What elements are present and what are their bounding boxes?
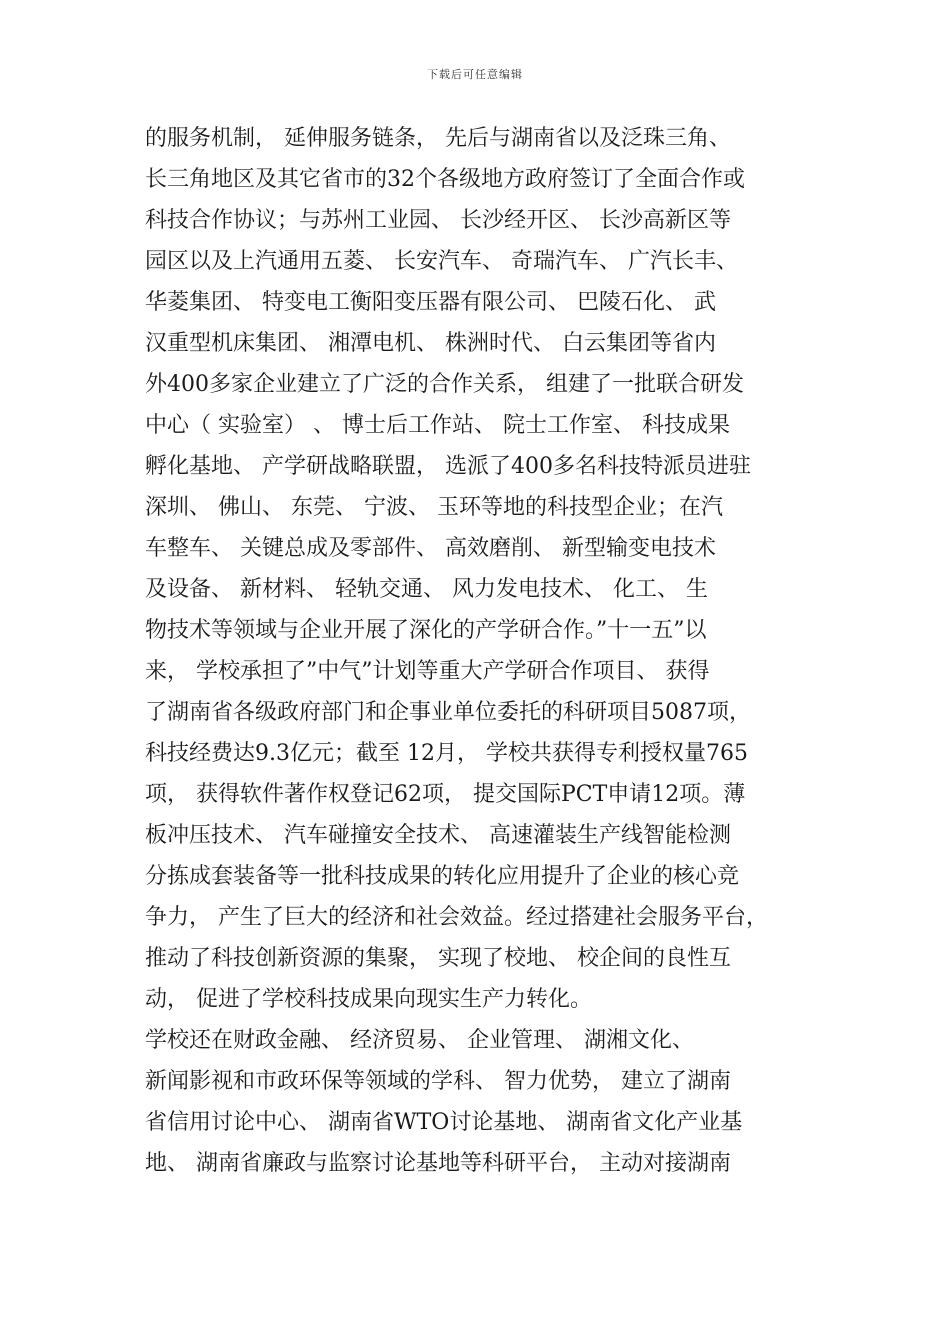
text-line: 长三角地区及其它省市的32个各级地方政府签订了全面合作或 (145, 167, 745, 192)
text-line: 动， 促进了学校科技成果向现实生产力转化。 (145, 987, 592, 1012)
text-line: 汉重型机床集团、 湘潭电机、 株洲时代、 白云集团等省内 (145, 331, 716, 356)
text-line: 及设备、 新材料、 轻轨交通、 风力发电技术、 化工、 生 (145, 577, 708, 602)
text-line: 板冲压技术、 汽车碰撞安全技术、 高速灌装生产线智能检测 (145, 823, 731, 848)
text-line: 新闻影视和市政环保等领域的学科、 智力优势， 建立了湖南 (145, 1069, 731, 1094)
text-line: 来， 学校承担了”中气”计划等重大产学研合作项目、 获得 (145, 659, 710, 684)
text-line: 推动了科技创新资源的集聚， 实现了校地、 校企间的良性互 (145, 946, 731, 971)
document-body (145, 118, 815, 1184)
text-line: 争力， 产生了巨大的经济和社会效益。经过搭建社会服务平台， (145, 905, 768, 930)
text-line: 中心（ 实验室） 、 博士后工作站、 院士工作室、 科技成果 (145, 413, 730, 438)
text-line: 项， 获得软件著作权登记62项， 提交国际PCT申请12项。薄 (145, 782, 746, 807)
text-line: 了湖南省各级政府部门和企事业单位委托的科研项目5087项， (145, 700, 751, 725)
text-line: 学校还在财政金融、 经济贸易、 企业管理、 湖湘文化、 (145, 1028, 694, 1053)
text-line: 车整车、 关键总成及零部件、 高效磨削、 新型输变电技术 (145, 536, 716, 561)
text-line: 科技经费达9.3亿元；截至 12月， 学校共获得专利授权量765 (145, 741, 748, 766)
text-line: 分拣成套装备等一批科技成果的转化应用提升了企业的核心竞 (145, 864, 740, 889)
text-line: 物技术等领域与企业开展了深化的产学研合作。”十一五”以 (145, 618, 707, 643)
text-line: 地、 湖南省廉政与监察讨论基地等科研平台， 主动对接湖南 (145, 1151, 731, 1176)
paragraph-2 (145, 1020, 815, 1184)
text-line: 华菱集团、 特变电工衡阳变压器有限公司、 巴陵石化、 武 (145, 290, 716, 315)
text-line: 园区以及上汽通用五菱、 长安汽车、 奇瑞汽车、 广汽长丰、 (145, 249, 738, 274)
text-line: 科技合作协议；与苏州工业园、 长沙经开区、 长沙高新区等 (145, 208, 731, 233)
text-line: 外400多家企业建立了广泛的合作关系， 组建了一批联合研发 (145, 372, 744, 397)
text-line: 的服务机制， 延伸服务链条， 先后与湖南省以及泛珠三角、 (145, 126, 731, 151)
paragraph-1 (145, 118, 815, 1020)
page-header: 下载后可任意编辑 (427, 68, 523, 81)
text-line: 省信用讨论中心、 湖南省WTO讨论基地、 湖南省文化产业基 (145, 1110, 743, 1135)
text-line: 孵化基地、 产学研战略联盟， 选派了400多名科技特派员进驻 (145, 454, 751, 479)
text-line: 深圳、 佛山、 东莞、 宁波、 玉环等地的科技型企业；在汽 (145, 495, 723, 520)
